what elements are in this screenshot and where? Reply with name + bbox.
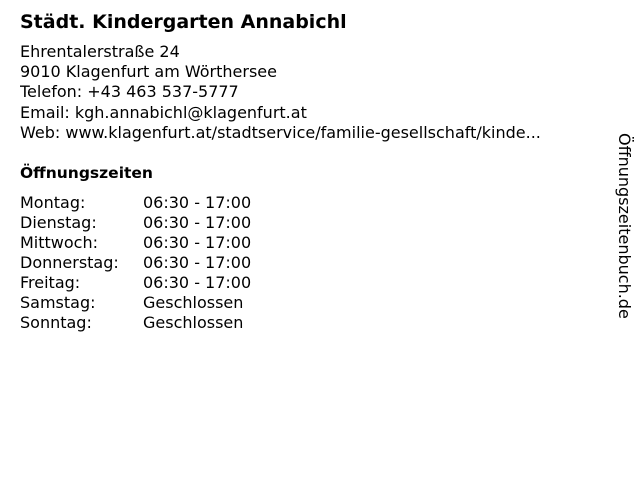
page-title: Städt. Kindergarten Annabichl [20, 11, 347, 33]
time-value: 06:30 - 17:00 [143, 193, 252, 212]
day-label: Mittwoch: [20, 233, 98, 252]
time-value: 06:30 - 17:00 [143, 233, 252, 252]
web-line: Web: www.klagenfurt.at/stadtservice/familie-gesellschaft/kinde... [20, 122, 541, 142]
time-value: Geschlossen [143, 293, 244, 312]
time-value: 06:30 - 17:00 [143, 213, 252, 232]
time-value: 06:30 - 17:00 [143, 253, 252, 272]
street-address: Ehrentalerstraße 24 [20, 42, 180, 61]
day-label: Montag: [20, 193, 86, 212]
day-label: Donnerstag: [20, 253, 119, 272]
day-label: Dienstag: [20, 213, 97, 232]
time-value: 06:30 - 17:00 [143, 273, 252, 292]
address-block [20, 42, 600, 143]
day-label: Samstag: [20, 293, 96, 312]
day-label: Sonntag: [20, 313, 92, 332]
city-address: 9010 Klagenfurt am Wörthersee [20, 62, 277, 82]
brand-watermark: Öffnungszeitenbuch.de [615, 133, 634, 319]
phone-line: Telefon: +43 463 537-5777 [20, 82, 239, 102]
opening-hours-heading: Öffnungszeiten [20, 164, 153, 182]
day-label: Freitag: [20, 273, 81, 292]
email-line: Email: kgh.annabichl@klagenfurt.at [20, 102, 307, 122]
time-value: Geschlossen [143, 313, 244, 332]
